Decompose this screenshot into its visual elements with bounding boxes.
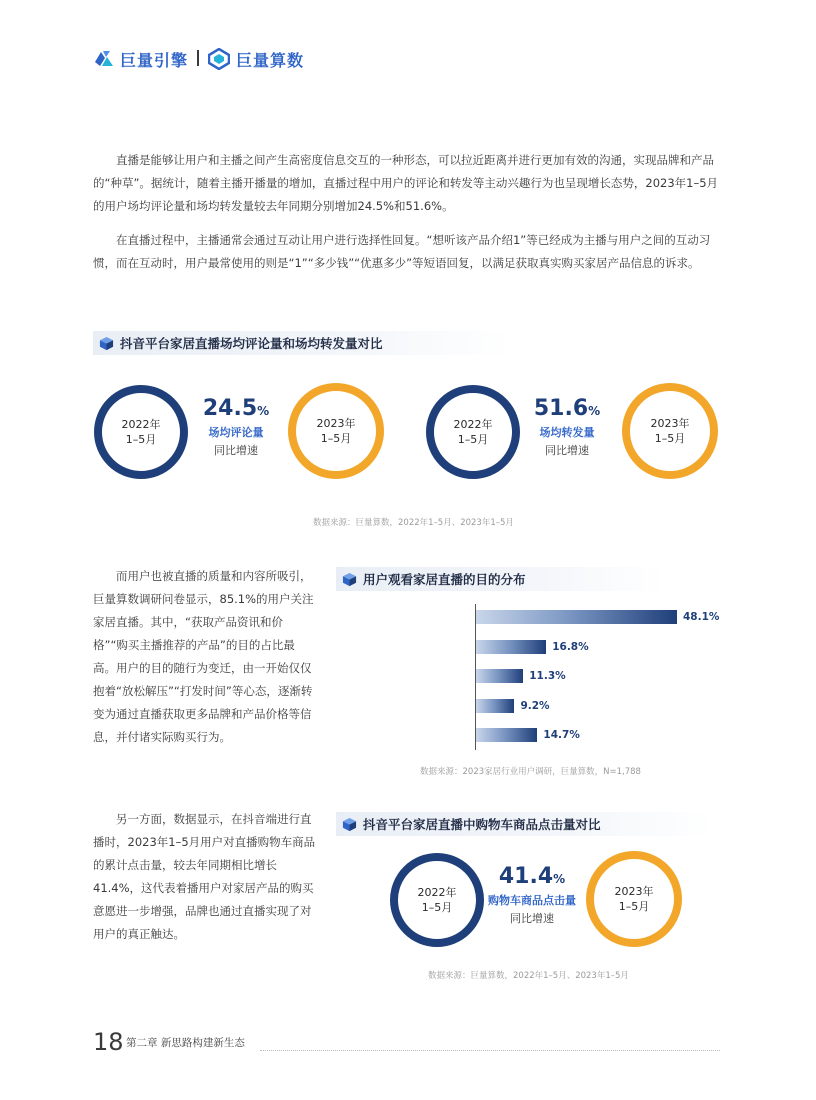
cube-icon [342, 572, 357, 587]
section1-source: 数据来源：巨量算数，2022年1–5月、2023年1–5月 [313, 518, 514, 528]
ring-2022-comments [94, 385, 188, 479]
ring-2023-cart [586, 851, 682, 947]
header-divider [197, 50, 199, 66]
bar [476, 669, 523, 683]
stat-sub: 同比增速 [510, 912, 554, 925]
footer-dotted-line [260, 1050, 720, 1051]
bar [476, 640, 546, 654]
ring-2023-comments [288, 383, 384, 479]
brand-juliang-engine: 巨量引擎 [120, 51, 189, 70]
cube-icon [99, 336, 114, 351]
cube-icon [342, 817, 357, 832]
cart-paragraph: 另一方面，数据显示，在抖音端进行直播时，2023年1–5月用户对直播购物车商品的累计点击量，较去年同期相比增长41.4%，这代表着播用户对家居产品的购买意愿进一步增强，品牌也通过直播实现了对用户的真正触达。 [93, 812, 316, 941]
ring-period: 1–5月 [421, 901, 453, 914]
intro-paragraph-2: 在直播过程中，主播通常会通过互动让用户进行选择性回复。“想听该产品介绍1”等已经成为主播与用户之间的互动习惯，而在互动时，用户最常使用的则是“1”“多少钱”“优惠多少”等短语回复，以满足获取真实购买家居产品信息的诉求。 [93, 233, 711, 270]
section2-header [336, 567, 666, 591]
section3-header [336, 812, 716, 836]
bar-value-label: 16.8% [552, 640, 589, 653]
ring-period: 1–5月 [618, 900, 650, 913]
stat-name: 购物车商品点击量 [488, 894, 576, 907]
ring-year: 2022年 [453, 418, 493, 431]
ring-2022-shares [426, 385, 520, 479]
purpose-paragraph: 而用户也被直播的质量和内容所吸引，巨量算数调研问卷显示，85.1%的用户关注家居直播。其中，“获取产品资讯和价格”“购买主播推荐的产品”的目的占比最高。用户的目的随行为变迁，由一开始仅仅抱着“放松解压”“打发时间”等心态，逐渐转变为通过直播获取更多品牌和产品价格等信息，并付诸实际购买行为。 [93, 569, 314, 744]
chapter-title: 第二章 新思路构建新生态 [126, 1037, 245, 1049]
stat-value: 41.4% [498, 864, 566, 889]
ring-period: 1–5月 [125, 433, 157, 446]
ring-period: 1–5月 [320, 432, 352, 445]
section2-source: 数据来源：2023家居行业用户调研，巨量算数，N=1,788 [420, 767, 641, 777]
ring-year: 2022年 [417, 886, 457, 899]
stat-name: 场均转发量 [539, 426, 595, 439]
stat-cart [480, 864, 584, 927]
bar-value-label: 48.1% [683, 611, 720, 623]
ring-year: 2023年 [316, 417, 356, 430]
brand-juliang-suanshu: 巨量算数 [236, 51, 305, 70]
ring-period: 1–5月 [654, 432, 686, 445]
bar [476, 699, 514, 713]
ring-2022-cart [390, 853, 484, 947]
ring-year: 2022年 [121, 418, 161, 431]
bar [476, 610, 677, 624]
stat-sub: 同比增速 [545, 444, 589, 457]
section3-title: 抖音平台家居直播中购物车商品点击量对比 [363, 817, 601, 832]
section3-source: 数据来源：巨量算数，2022年1–5月、2023年1–5月 [428, 971, 629, 981]
stat-comments [190, 396, 282, 459]
ring-year: 2023年 [614, 885, 654, 898]
ring-period: 1–5月 [457, 433, 489, 446]
page-number: 18 [93, 1028, 124, 1056]
section1-header [93, 331, 513, 355]
ring-2023-shares [622, 383, 718, 479]
stat-value: 24.5% [202, 396, 270, 421]
section1-title: 抖音平台家居直播场均评论量和场均转发量对比 [120, 336, 383, 351]
stat-sub: 同比增速 [214, 444, 258, 457]
bar [476, 728, 537, 742]
section2-title: 用户观看家居直播的目的分布 [363, 572, 526, 587]
ring-year: 2023年 [650, 417, 690, 430]
bar-value-label: 14.7% [543, 729, 580, 741]
stat-name: 场均评论量 [208, 426, 264, 439]
stat-value: 51.6% [533, 396, 601, 421]
stat-shares [521, 396, 613, 459]
bar-value-label: 11.3% [529, 670, 566, 682]
juliang-engine-logo-icon [93, 48, 115, 70]
bar-value-label: 9.2% [520, 699, 550, 712]
intro-paragraph-1: 直播是能够让用户和主播之间产生高密度信息交互的一种形态，可以拉近距离并进行更加有效的沟通，实现品牌和产品的“种草”。据统计，随着主播开播量的增加，直播过程中用户的评论和转发等主动兴趣行为也呈现增长态势，2023年1–5月的用户场均评论量和场均转发量较去年同期分别增加24.5%和51.6%。 [93, 153, 719, 213]
juliang-suanshu-logo-icon [208, 48, 230, 70]
